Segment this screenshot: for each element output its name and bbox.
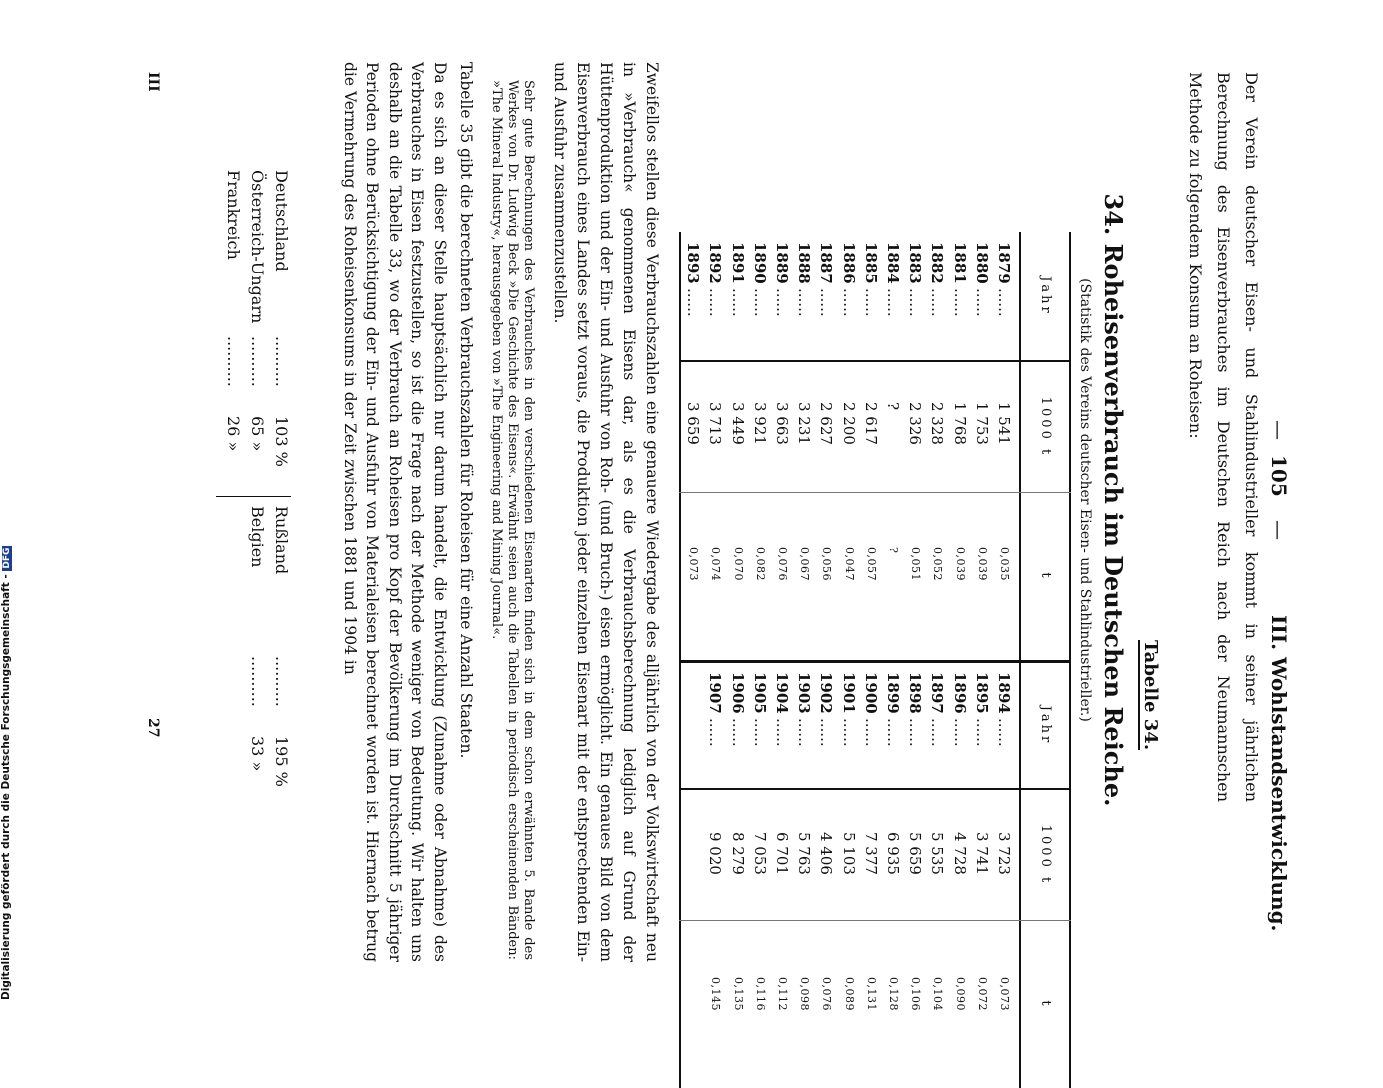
row-year: 1887 <box>817 242 836 284</box>
row-year: 1895 <box>972 672 991 714</box>
row-t-per-capita: 0,076 <box>776 547 789 581</box>
table-label: Tabelle 34. <box>1140 640 1161 751</box>
row-thousand-t: 3 659 <box>684 402 703 445</box>
col-header-thousand-t-left: 1000 t <box>1038 396 1053 458</box>
row-thousand-t: 8 279 <box>728 832 747 875</box>
row-leader-dots: ...... <box>795 288 814 317</box>
row-thousand-t: 4 406 <box>817 832 836 875</box>
row-thousand-t: 2 328 <box>928 402 947 445</box>
row-year: 1892 <box>706 242 725 284</box>
row-thousand-t: 9 020 <box>706 832 725 875</box>
country-name: Belgien <box>248 506 267 568</box>
row-thousand-t: 3 741 <box>972 832 991 875</box>
table-row <box>724 232 747 1088</box>
row-thousand-t: 5 763 <box>795 832 814 875</box>
leader-dots: .......... <box>248 656 267 707</box>
table-row <box>835 232 858 1088</box>
row-leader-dots: ...... <box>950 288 969 317</box>
row-t-per-capita: 0,089 <box>842 977 856 1011</box>
body-paragraph-2: Tabelle 35 gibt die berechneten Verbrauchszahlen für Roheisen für eine Anzahl Staaten. <box>457 62 475 759</box>
table-row <box>901 232 924 1088</box>
row-leader-dots: ...... <box>972 288 991 317</box>
row-year: 1899 <box>884 672 902 714</box>
leader-dots: .......... <box>272 336 291 387</box>
row-year: 1883 <box>906 242 925 284</box>
row-t-per-capita: 0,131 <box>864 977 878 1011</box>
col-header-t-left: t <box>1038 572 1053 581</box>
row-leader-dots: ...... <box>928 718 947 747</box>
row-thousand-t: 6 935 <box>884 832 902 875</box>
row-year: 1894 <box>995 672 1013 714</box>
country-name: Deutschland <box>272 170 291 272</box>
col-header-year-left: Jahr <box>1038 276 1053 316</box>
row-leader-dots: ...... <box>728 288 747 317</box>
row-leader-dots: ...... <box>684 288 703 317</box>
row-thousand-t: 3 723 <box>995 832 1013 875</box>
signature-number: 27 <box>145 718 161 738</box>
row-t-per-capita: 0,039 <box>953 547 967 581</box>
row-t-per-capita: 0,051 <box>909 547 923 581</box>
row-year: 1882 <box>928 242 947 284</box>
table-row <box>923 232 946 1088</box>
row-thousand-t: 1 753 <box>972 402 991 445</box>
row-thousand-t: 2 200 <box>839 402 858 445</box>
table-title: 34. Roheisenverbrauch im Deutschen Reiche. <box>1099 193 1128 807</box>
row-thousand-t: 6 701 <box>773 832 791 875</box>
table-row <box>968 232 991 1088</box>
row-t-per-capita: 0,128 <box>887 977 900 1011</box>
section-title: III. Wohlstandsentwicklung. <box>1267 615 1291 932</box>
row-t-per-capita: 0,073 <box>998 977 1011 1011</box>
printer-signature: III <box>145 72 161 92</box>
col-header-thousand-t-right: 1000 t <box>1038 824 1053 886</box>
table-subtitle: (Statistik des Vereins deutscher Eisen- und Stahlindustrieller.) <box>1077 278 1093 722</box>
row-leader-dots: ...... <box>884 718 902 747</box>
row-leader-dots: ...... <box>995 288 1013 317</box>
table-row <box>746 232 769 1088</box>
row-t-per-capita: 0,072 <box>975 977 989 1011</box>
country-name: Frankreich <box>224 170 243 260</box>
table-row <box>701 232 724 1088</box>
comparison-line <box>267 506 291 806</box>
country-name: Österreich-Ungarn <box>248 170 267 324</box>
row-year: 1879 <box>995 242 1013 284</box>
row-year: 1881 <box>950 242 969 284</box>
table-row <box>990 232 1013 1088</box>
row-t-per-capita: 0,082 <box>753 547 767 581</box>
row-thousand-t: 1 768 <box>950 402 969 445</box>
row-year: 1888 <box>795 242 814 284</box>
row-thousand-t: 5 103 <box>839 832 858 875</box>
row-thousand-t: ? <box>884 402 902 411</box>
header-dash-right: — <box>1267 520 1291 540</box>
row-thousand-t: 2 326 <box>906 402 925 445</box>
row-t-per-capita: 0,116 <box>753 977 767 1011</box>
leader-dots: .......... <box>248 336 267 387</box>
row-t-per-capita: 0,145 <box>709 977 723 1011</box>
dfg-logo: DFG <box>2 547 12 569</box>
row-t-per-capita: 0,074 <box>709 547 723 581</box>
comparison-divider <box>216 496 291 497</box>
row-leader-dots: ...... <box>817 718 836 747</box>
row-year: 1893 <box>684 242 703 284</box>
row-leader-dots: ...... <box>906 288 925 317</box>
row-thousand-t: 1 541 <box>995 402 1013 445</box>
row-leader-dots: ...... <box>906 718 925 747</box>
row-year: 1907 <box>706 672 725 714</box>
row-thousand-t: 5 535 <box>928 832 947 875</box>
row-t-per-capita: 0,039 <box>975 547 989 581</box>
page-number: 105 <box>1267 455 1291 497</box>
row-leader-dots: ...... <box>839 718 858 747</box>
row-thousand-t: 7 053 <box>750 832 769 875</box>
increase-value: 33 » <box>248 736 267 772</box>
row-thousand-t: 7 377 <box>861 832 880 875</box>
body-paragraph-3: Da es sich an dieser Stelle hauptsächlich nur darum handelt, die Entwicklung (Zunahme oder Abnahme) des Verbrauches in Eisen festzustellen, so ist die Frage nach der Methode weniger von Bedeutung. Wir halten uns deshalb an die Tabelle 33, wo der Verbrauch an Roheisen pro Kopf der Bevölkerung im Durchschnitt 5 jähriger Perioden ohne Berücksichtigung der Ein- und Ausfuhr von Materialeisen berechnet worden ist. Hiernach betrug die Vermehrung des Roheisenkonsums in der Zeit zwischen 1881 und 1904 in <box>340 62 449 962</box>
row-t-per-capita: 0,056 <box>820 547 834 581</box>
running-header <box>1261 0 1291 1000</box>
digitization-note <box>0 542 12 1000</box>
row-leader-dots: ...... <box>706 718 725 747</box>
digitization-text: Digitalisierung gefördert durch die Deutsche Forschungsgemeinschaft - <box>0 574 12 1000</box>
increase-value: 26 » <box>224 416 243 452</box>
footnote: Sehr gute Berechnungen des Verbrauches in den verschiedenen Eisenarten finden sich in dem schon erwähnten 5. Bande des Werkes von Dr. Ludwig Beck »Die Geschichte des Eisens«. Erwähnt seien auch die Tabellen in periodisch erscheinenden Bänden: »The Mineral Industry«, herausgegeben von »The Engineering and Mining Journal«. <box>489 80 536 960</box>
row-thousand-t: 3 713 <box>706 402 725 445</box>
row-leader-dots: ...... <box>773 288 791 317</box>
row-t-per-capita: 0,057 <box>864 547 878 581</box>
table-row <box>812 232 835 1088</box>
row-leader-dots: ...... <box>861 718 880 747</box>
comparison-line <box>243 170 267 486</box>
row-year: 1884 <box>884 242 902 284</box>
row-year: 1904 <box>773 672 791 714</box>
table-row <box>679 232 702 1088</box>
table-row <box>946 232 969 1088</box>
intro-paragraph: Der Verein deutscher Eisen- und Stahlindustrieller kommt in seiner jährlichen Berechnung des Eisenverbrauches im Deutschen Reich nach der Neumannschen Methode zu folgendem Konsum an Roheisen: <box>1186 72 1261 802</box>
row-t-per-capita: 0,067 <box>798 547 812 581</box>
row-leader-dots: ...... <box>995 718 1013 747</box>
row-leader-dots: ...... <box>706 288 725 317</box>
row-year: 1901 <box>839 672 858 714</box>
row-t-per-capita: 0,076 <box>820 977 834 1011</box>
row-year: 1896 <box>950 672 969 714</box>
row-thousand-t: 2 627 <box>817 402 836 445</box>
row-leader-dots: ...... <box>972 718 991 747</box>
row-t-per-capita: 0,135 <box>731 977 745 1011</box>
row-leader-dots: ...... <box>839 288 858 317</box>
row-thousand-t: 4 728 <box>950 832 969 875</box>
comparison-line <box>267 170 291 486</box>
row-leader-dots: ...... <box>950 718 969 747</box>
row-year: 1886 <box>839 242 858 284</box>
row-year: 1897 <box>928 672 947 714</box>
increase-value: 195 % <box>272 736 291 787</box>
row-thousand-t: 2 617 <box>861 402 880 445</box>
country-name: Rußland <box>272 506 291 575</box>
row-t-per-capita: 0,035 <box>998 547 1011 581</box>
comparison-line <box>243 506 267 806</box>
row-t-per-capita: 0,090 <box>953 977 967 1011</box>
row-t-per-capita: 0,073 <box>687 547 701 581</box>
row-leader-dots: ...... <box>884 288 902 317</box>
row-thousand-t: 5 659 <box>906 832 925 875</box>
leader-dots: .......... <box>272 656 291 707</box>
row-t-per-capita: ? <box>887 547 900 554</box>
row-year: 1890 <box>750 242 769 284</box>
table-row <box>879 232 902 1088</box>
row-thousand-t: 3 231 <box>795 402 814 445</box>
table-row <box>857 232 880 1088</box>
row-t-per-capita: 0,098 <box>798 977 812 1011</box>
row-year: 1905 <box>750 672 769 714</box>
consumption-table <box>679 232 1071 1088</box>
row-thousand-t: 3 449 <box>728 402 747 445</box>
row-leader-dots: ...... <box>728 718 747 747</box>
row-t-per-capita: 0,047 <box>842 547 856 581</box>
increase-value: 103 % <box>272 416 291 467</box>
row-leader-dots: ...... <box>928 288 947 317</box>
row-year: 1906 <box>728 672 747 714</box>
row-year: 1891 <box>728 242 747 284</box>
row-year: 1889 <box>773 242 791 284</box>
row-leader-dots: ...... <box>750 288 769 317</box>
row-leader-dots: ...... <box>750 718 769 747</box>
body-paragraph-1: Zweifellos stellen diese Verbrauchszahlen eine genauere Wiedergabe des alljährlich von der Volkswirtschaft neu in »Verbrauch« genommenen Eisens dar, als es die Verbrauchsberechnung lediglich auf Grund der Hüttenproduktion und der Ein- und Ausfuhr von Roh- (und Bruch-) eisen ermöglicht. Ein genaues Bild von dem Eisenverbrauch eines Landes setzt voraus, die Produktion jeder einzelnen Eisenart mit der entsprechenden Ein- und Ausfuhr zusammenzustellen. <box>551 62 661 962</box>
header-dash-left: — <box>1267 420 1291 440</box>
row-t-per-capita: 0,070 <box>731 547 745 581</box>
table-row <box>768 232 791 1088</box>
row-year: 1885 <box>861 242 880 284</box>
row-t-per-capita: 0,106 <box>909 977 923 1011</box>
row-leader-dots: ...... <box>795 718 814 747</box>
row-t-per-capita: 0,104 <box>931 977 945 1011</box>
table-row <box>790 232 813 1088</box>
col-header-year-right: Jahr <box>1038 705 1053 746</box>
row-thousand-t: 3 663 <box>773 402 791 445</box>
row-year: 1880 <box>972 242 991 284</box>
row-leader-dots: ...... <box>817 288 836 317</box>
col-header-t-right: t <box>1038 1000 1053 1009</box>
row-t-per-capita: 0,112 <box>776 977 789 1011</box>
country-comparison <box>211 170 291 790</box>
row-year: 1900 <box>861 672 880 714</box>
row-thousand-t: 3 921 <box>750 402 769 445</box>
row-leader-dots: ...... <box>773 718 791 747</box>
row-year: 1903 <box>795 672 814 714</box>
comparison-line <box>219 170 243 486</box>
row-year: 1898 <box>906 672 925 714</box>
row-t-per-capita: 0,052 <box>931 547 945 581</box>
increase-value: 65 » <box>248 416 267 452</box>
row-year: 1902 <box>817 672 836 714</box>
leader-dots: .......... <box>224 336 243 387</box>
row-leader-dots: ...... <box>861 288 880 317</box>
